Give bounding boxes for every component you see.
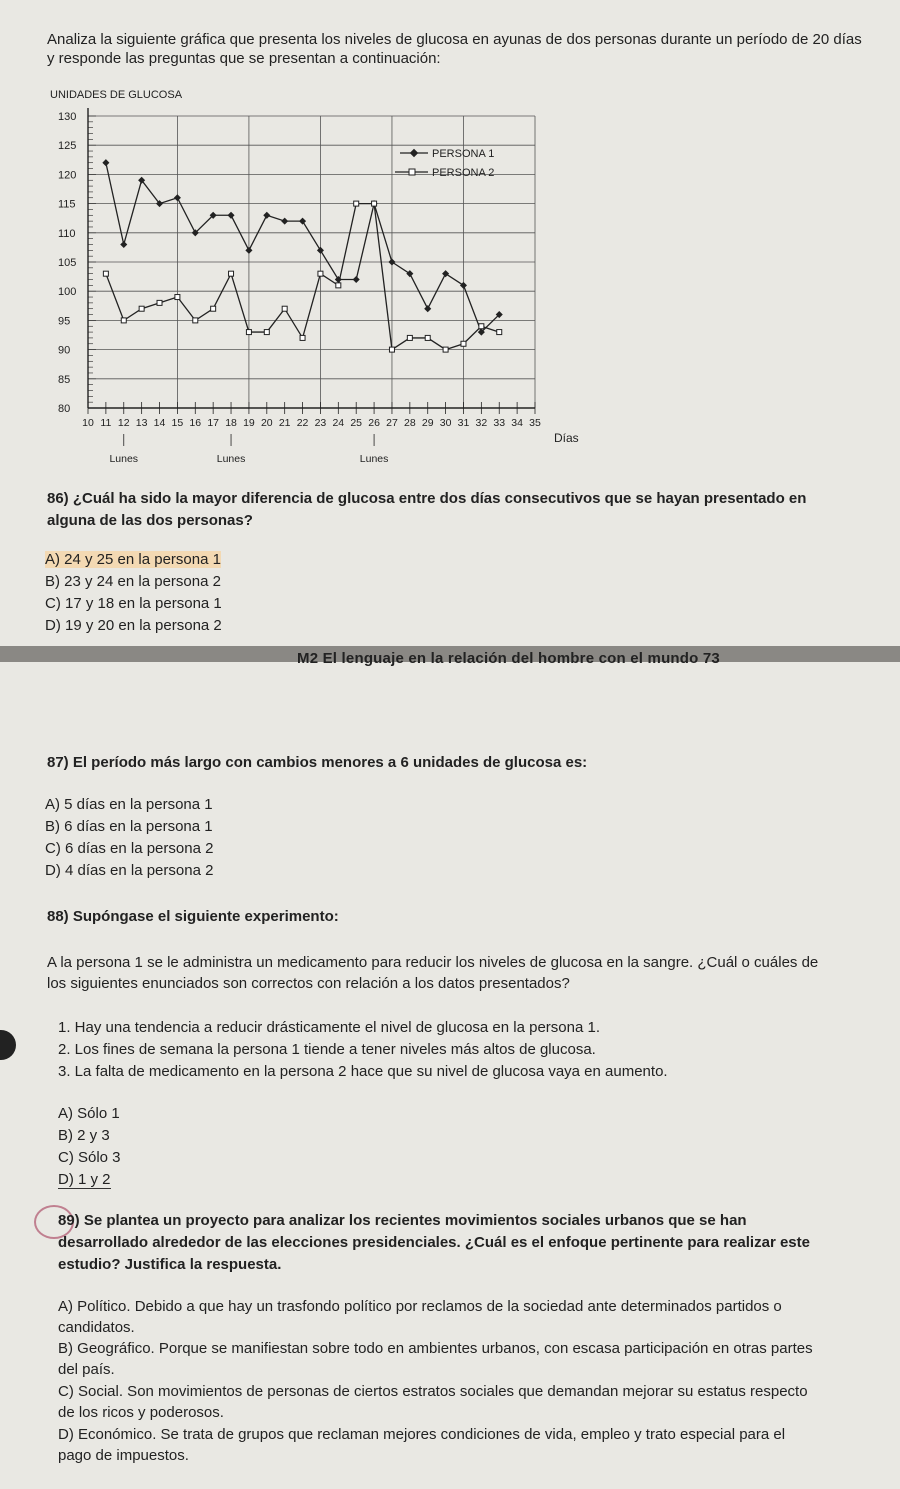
- y-tick-label: 85: [58, 373, 71, 386]
- legend-persona-2: PERSONA 2: [432, 167, 495, 179]
- x-tick-label: 32: [475, 417, 488, 429]
- series-1-point: [460, 282, 467, 289]
- x-tick-label: 13: [135, 417, 148, 429]
- intro-text: Analiza la siguiente gráfica que presenta los niveles de glucosa en ayunas de dos personas durante un período de 20 días y responde las preguntas que se presentan a continuación:: [47, 31, 862, 67]
- y-tick-label: 130: [58, 111, 77, 123]
- y-tick-labels: [58, 111, 76, 415]
- x-tick-label: 24: [332, 417, 345, 429]
- q86-option-b[interactable]: B) 23 y 24 en la persona 2: [45, 573, 221, 590]
- series-1-point: [442, 270, 449, 277]
- day-annotation-label: Lunes: [109, 453, 139, 465]
- series-2-point: [318, 271, 323, 276]
- x-tick-label: 34: [511, 417, 523, 429]
- series-2-point: [175, 295, 180, 300]
- page-footer: M2 El lenguaje en la relación del hombre con el mundo 73: [297, 650, 720, 667]
- series-2-point: [479, 324, 484, 329]
- y-tick-label: 125: [58, 140, 77, 153]
- y-tick-label: 95: [58, 315, 71, 328]
- q88-title: 88) Supóngase el siguiente experimento:: [47, 908, 339, 925]
- x-tick-label: 27: [386, 417, 398, 429]
- x-tick-label: 29: [421, 417, 434, 429]
- chart-series: [102, 159, 502, 352]
- series-2-point: [336, 283, 341, 288]
- legend-persona-1: PERSONA 1: [432, 148, 495, 160]
- series-2-point: [246, 330, 251, 335]
- x-tick-label: 33: [493, 417, 506, 429]
- y-tick-label: 115: [58, 198, 76, 211]
- x-tick-label: 23: [314, 417, 327, 429]
- chart-legend: [395, 148, 494, 179]
- series-2-point: [497, 330, 502, 335]
- series-2-point: [407, 335, 412, 340]
- day-annotation-label: Lunes: [216, 453, 246, 465]
- y-tick-label: 90: [58, 344, 71, 357]
- x-tick-label: 26: [368, 417, 380, 429]
- y-tick-label: 80: [58, 403, 71, 415]
- x-tick-label: 25: [350, 417, 363, 429]
- y-tick-label: 120: [58, 169, 77, 182]
- q88-option-d-text: D) 1 y 2: [58, 1171, 111, 1188]
- x-tick-label: 35: [529, 417, 541, 429]
- x-tick-label: 17: [207, 417, 220, 429]
- q88-statement-2: 2. Los fines de semana la persona 1 tiende a tener niveles más altos de glucosa.: [58, 1041, 596, 1058]
- series-1-point: [353, 276, 360, 283]
- series-2-point: [264, 330, 269, 335]
- x-tick-label: 28: [403, 417, 416, 429]
- series-1-point: [406, 270, 413, 277]
- q89-option-d[interactable]: D) Económico. Se trata de grupos que reclaman mejores condiciones de vida, empleo y trato especial para el pago de impuestos.: [58, 1426, 786, 1464]
- day-annotation-label: Lunes: [359, 453, 389, 465]
- series-1-point: [263, 212, 270, 219]
- y-tick-label: 110: [58, 227, 76, 240]
- series-1-point: [299, 218, 306, 225]
- q88-body: A la persona 1 se le administra un medicamento para reducir los niveles de glucosa en la sangre. ¿Cuál o cuáles de los siguientes enunciados son correctos con relación a los datos presentados?: [47, 954, 819, 992]
- y-tick-label: 100: [58, 286, 77, 299]
- q87-title: 87) El período más largo con cambios menores a 6 unidades de glucosa es:: [47, 754, 588, 771]
- x-tick-label: 14: [153, 417, 166, 429]
- q89-option-a[interactable]: A) Político. Debido a que hay un trasfondo político por reclamos de la sociedad ante determinados partidos o candidatos.: [58, 1298, 782, 1336]
- series-1-point: [102, 159, 109, 166]
- series-1-point: [317, 247, 324, 254]
- series-2-point: [121, 318, 126, 323]
- series-2-point: [282, 306, 287, 311]
- y-axis-label: UNIDADES DE GLUCOSA: [50, 89, 183, 101]
- day-annotations: [109, 434, 388, 465]
- binder-hole: [0, 1030, 16, 1060]
- series-1-point: [424, 305, 431, 312]
- x-tick-label: 11: [100, 417, 112, 429]
- x-tick-label: 18: [225, 417, 237, 429]
- x-tick-label: 16: [189, 417, 202, 429]
- q89-option-c[interactable]: C) Social. Son movimientos de personas de ciertos estratos sociales que demandan mejorar su estatus respecto de los ricos y poderosos.: [58, 1383, 808, 1421]
- x-tick-label: 22: [296, 417, 309, 429]
- series-1-point: [281, 218, 288, 225]
- q87-option-b[interactable]: B) 6 días en la persona 1: [45, 818, 213, 835]
- series-1-point: [388, 258, 395, 265]
- series-1-point: [174, 194, 181, 201]
- series-2-point: [193, 318, 198, 323]
- x-tick-label: 20: [260, 417, 273, 429]
- series-1-point: [120, 241, 127, 248]
- series-2-point: [461, 341, 466, 346]
- q86-option-c[interactable]: C) 17 y 18 en la persona 1: [45, 595, 222, 612]
- series-2-point: [300, 335, 305, 340]
- x-axis-label: Días: [554, 431, 579, 445]
- q87-option-a[interactable]: A) 5 días en la persona 1: [45, 796, 213, 813]
- x-tick-label: 12: [117, 417, 130, 429]
- series-2-point: [425, 335, 430, 340]
- x-tick-label: 21: [278, 417, 291, 429]
- q86-option-a-text: A) 24 y 25 en la persona 1: [45, 551, 221, 568]
- series-2-point: [139, 306, 144, 311]
- x-tick-label: 30: [439, 417, 452, 429]
- q87-option-d[interactable]: D) 4 días en la persona 2: [45, 862, 214, 879]
- q88-option-c[interactable]: C) Sólo 3: [58, 1149, 121, 1166]
- q88-statement-1: 1. Hay una tendencia a reducir drásticamente el nivel de glucosa en la persona 1.: [58, 1019, 600, 1036]
- q88-option-a[interactable]: A) Sólo 1: [58, 1105, 120, 1122]
- x-tick-label: 15: [171, 417, 184, 429]
- glucose-chart: [40, 86, 600, 486]
- q88-option-b[interactable]: B) 2 y 3: [58, 1127, 110, 1144]
- series-2-point: [103, 271, 108, 276]
- q89-option-b[interactable]: B) Geográfico. Porque se manifiestan sobre todo en ambientes urbanos, con escasa participación en otras partes del país.: [58, 1340, 813, 1378]
- x-tick-label: 31: [457, 417, 470, 429]
- series-1-point: [245, 247, 252, 254]
- q86-title: 86) ¿Cuál ha sido la mayor diferencia de glucosa entre dos días consecutivos que se hayan presentado en alguna de las dos personas?: [47, 490, 807, 529]
- x-tick-labels: [82, 402, 541, 429]
- q89-title: 89) Se plantea un proyecto para analizar los recientes movimientos sociales urbanos que se han desarrollado alrededor de las elecciones presidenciales. ¿Cuál es el enfoque pertinente para realizar este estudio? Justifica la respuesta.: [58, 1212, 810, 1273]
- x-tick-label: 10: [82, 417, 94, 429]
- series-2-point: [211, 306, 216, 311]
- series-2-point: [443, 347, 448, 352]
- q86-option-a[interactable]: [45, 550, 221, 570]
- q88-option-d[interactable]: [58, 1170, 111, 1190]
- series-2-point: [354, 201, 359, 206]
- series-line-1: [106, 163, 499, 332]
- series-2-point: [389, 347, 394, 352]
- series-line-2: [106, 204, 499, 350]
- series-2-point: [229, 271, 234, 276]
- series-2-point: [157, 300, 162, 305]
- y-tick-label: 105: [58, 257, 77, 269]
- x-tick-label: 19: [243, 417, 255, 429]
- series-2-point: [372, 201, 377, 206]
- q86-option-d[interactable]: D) 19 y 20 en la persona 2: [45, 617, 222, 634]
- q87-option-c[interactable]: C) 6 días en la persona 2: [45, 840, 214, 857]
- q88-statement-3: 3. La falta de medicamento en la persona 2 hace que su nivel de glucosa vaya en aumento.: [58, 1063, 668, 1080]
- series-1-point: [228, 212, 235, 219]
